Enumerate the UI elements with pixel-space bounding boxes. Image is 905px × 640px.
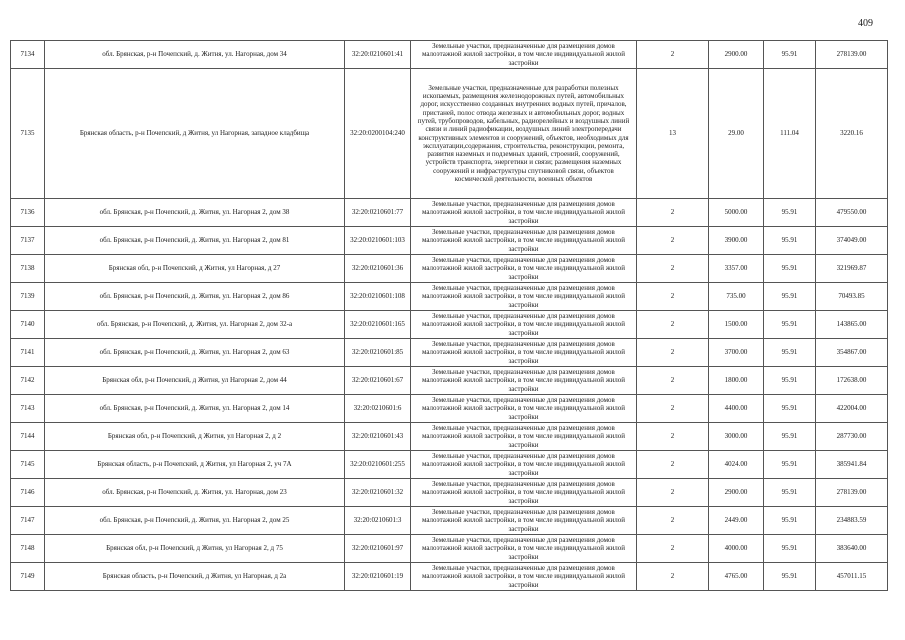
land-use-description: Земельные участки, предназначенные для размещения домов малоэтажной жилой застройки, в том числе индивидуальной жилой застройки xyxy=(411,451,637,479)
cadastral-value: 321969.87 xyxy=(816,255,888,283)
area-value: 735.00 xyxy=(709,283,764,311)
address-cell: Брянская область, р-н Почепский, д Житня, ул Нагорная 2, уч 7А xyxy=(45,451,345,479)
area-value: 4024.00 xyxy=(709,451,764,479)
specific-value: 95.91 xyxy=(764,423,816,451)
table-row xyxy=(11,507,888,535)
specific-value: 95.91 xyxy=(764,311,816,339)
area-value: 4765.00 xyxy=(709,563,764,591)
area-value: 3000.00 xyxy=(709,423,764,451)
table-row xyxy=(11,423,888,451)
group-number: 2 xyxy=(637,255,709,283)
specific-value: 95.91 xyxy=(764,507,816,535)
specific-value: 95.91 xyxy=(764,395,816,423)
cadastral-number: 32:20:0210601:6 xyxy=(345,395,411,423)
land-use-description: Земельные участки, предназначенные для размещения домов малоэтажной жилой застройки, в том числе индивидуальной жилой застройки xyxy=(411,479,637,507)
record-number: 7143 xyxy=(11,395,45,423)
cadastral-number: 32:20:0210601:67 xyxy=(345,367,411,395)
group-number: 2 xyxy=(637,563,709,591)
cadastral-value: 3220.16 xyxy=(816,69,888,199)
specific-value: 95.91 xyxy=(764,41,816,69)
address-cell: Брянская обл, р-н Почепский, д Житня, ул Нагорная 2, дом 44 xyxy=(45,367,345,395)
specific-value: 95.91 xyxy=(764,283,816,311)
address-cell: обл. Брянская, р-н Почепский, д. Житня, ул. Нагорная 2, дом 63 xyxy=(45,339,345,367)
area-value: 29.00 xyxy=(709,69,764,199)
cadastral-value: 374049.00 xyxy=(816,227,888,255)
cadastral-number: 32:20:0210601:97 xyxy=(345,535,411,563)
group-number: 2 xyxy=(637,283,709,311)
land-use-description: Земельные участки, предназначенные для размещения домов малоэтажной жилой застройки, в том числе индивидуальной жилой застройки xyxy=(411,367,637,395)
record-number: 7149 xyxy=(11,563,45,591)
land-use-description: Земельные участки, предназначенные для размещения домов малоэтажной жилой застройки, в том числе индивидуальной жилой застройки xyxy=(411,227,637,255)
address-cell: обл. Брянская, р-н Почепский, д. Житня, ул. Нагорная 2, дом 81 xyxy=(45,227,345,255)
record-number: 7144 xyxy=(11,423,45,451)
land-use-description: Земельные участки, предназначенные для размещения домов малоэтажной жилой застройки, в том числе индивидуальной жилой застройки xyxy=(411,41,637,69)
specific-value: 95.91 xyxy=(764,227,816,255)
table-row xyxy=(11,199,888,227)
record-number: 7135 xyxy=(11,69,45,199)
land-use-description: Земельные участки, предназначенные для размещения домов малоэтажной жилой застройки, в том числе индивидуальной жилой застройки xyxy=(411,395,637,423)
table-row xyxy=(11,227,888,255)
land-use-description: Земельные участки, предназначенные для размещения домов малоэтажной жилой застройки, в том числе индивидуальной жилой застройки xyxy=(411,255,637,283)
specific-value: 95.91 xyxy=(764,339,816,367)
cadastral-number: 32:20:0210601:36 xyxy=(345,255,411,283)
land-use-description: Земельные участки, предназначенные для размещения домов малоэтажной жилой застройки, в том числе индивидуальной жилой застройки xyxy=(411,283,637,311)
record-number: 7147 xyxy=(11,507,45,535)
address-cell: Брянская область, р-н Почепский, д Житня, ул Нагорная, западное кладбища xyxy=(45,69,345,199)
cadastral-value: 383640.00 xyxy=(816,535,888,563)
area-value: 3900.00 xyxy=(709,227,764,255)
cadastral-value: 287730.00 xyxy=(816,423,888,451)
specific-value: 95.91 xyxy=(764,255,816,283)
table-row xyxy=(11,367,888,395)
record-number: 7134 xyxy=(11,41,45,69)
cadastral-number: 32:20:0210601:3 xyxy=(345,507,411,535)
area-value: 2900.00 xyxy=(709,479,764,507)
land-use-description: Земельные участки, предназначенные для размещения домов малоэтажной жилой застройки, в том числе индивидуальной жилой застройки xyxy=(411,563,637,591)
address-cell: обл. Брянская, р-н Почепский, д. Житня, ул. Нагорная 2, дом 14 xyxy=(45,395,345,423)
table-row xyxy=(11,339,888,367)
group-number: 2 xyxy=(637,311,709,339)
land-use-description: Земельные участки, предназначенные для размещения домов малоэтажной жилой застройки, в том числе индивидуальной жилой застройки xyxy=(411,535,637,563)
group-number: 2 xyxy=(637,479,709,507)
table-row xyxy=(11,563,888,591)
cadastral-value: 457011.15 xyxy=(816,563,888,591)
group-number: 2 xyxy=(637,451,709,479)
area-value: 1800.00 xyxy=(709,367,764,395)
record-number: 7145 xyxy=(11,451,45,479)
record-number: 7136 xyxy=(11,199,45,227)
address-cell: Брянская обл, р-н Почепский, д Житня, ул Нагорная 2, д 75 xyxy=(45,535,345,563)
cadastral-value: 234883.59 xyxy=(816,507,888,535)
group-number: 2 xyxy=(637,367,709,395)
cadastral-value: 278139.00 xyxy=(816,479,888,507)
table-row xyxy=(11,255,888,283)
record-number: 7137 xyxy=(11,227,45,255)
area-value: 5000.00 xyxy=(709,199,764,227)
table-row xyxy=(11,311,888,339)
cadastral-value: 354867.00 xyxy=(816,339,888,367)
group-number: 2 xyxy=(637,423,709,451)
address-cell: обл. Брянская, р-н Почепский, д. Житня, ул. Нагорная, дом 23 xyxy=(45,479,345,507)
cadastral-number: 32:20:0200104:240 xyxy=(345,69,411,199)
area-value: 3357.00 xyxy=(709,255,764,283)
cadastral-number: 32:20:0210601:77 xyxy=(345,199,411,227)
address-cell: обл. Брянская, р-н Почепский, д. Житня, ул. Нагорная 2, дом 25 xyxy=(45,507,345,535)
cadastral-value: 479550.00 xyxy=(816,199,888,227)
group-number: 13 xyxy=(637,69,709,199)
record-number: 7139 xyxy=(11,283,45,311)
group-number: 2 xyxy=(637,339,709,367)
area-value: 2900.00 xyxy=(709,41,764,69)
specific-value: 111.04 xyxy=(764,69,816,199)
record-number: 7140 xyxy=(11,311,45,339)
land-use-description: Земельные участки, предназначенные для размещения домов малоэтажной жилой застройки, в том числе индивидуальной жилой застройки xyxy=(411,423,637,451)
cadastral-number: 32:20:0210601:43 xyxy=(345,423,411,451)
address-cell: обл. Брянская, р-н Почепский, д. Житня, ул. Нагорная 2, дом 32-а xyxy=(45,311,345,339)
table-row xyxy=(11,479,888,507)
group-number: 2 xyxy=(637,535,709,563)
cadastral-value: 70493.85 xyxy=(816,283,888,311)
cadastral-number: 32:20:0210601:32 xyxy=(345,479,411,507)
cadastral-value: 143865.00 xyxy=(816,311,888,339)
land-register-table xyxy=(10,40,888,591)
table-row xyxy=(11,69,888,199)
cadastral-value: 278139.00 xyxy=(816,41,888,69)
cadastral-number: 32:20:0210601:255 xyxy=(345,451,411,479)
address-cell: обл. Брянская, р-н Почепский, д. Житня, ул. Нагорная 2, дом 86 xyxy=(45,283,345,311)
cadastral-number: 32:20:0210601:108 xyxy=(345,283,411,311)
page-number: 409 xyxy=(858,18,873,29)
group-number: 2 xyxy=(637,395,709,423)
cadastral-number: 32:20:0210601:41 xyxy=(345,41,411,69)
record-number: 7142 xyxy=(11,367,45,395)
cadastral-number: 32:20:0210601:85 xyxy=(345,339,411,367)
area-value: 2449.00 xyxy=(709,507,764,535)
area-value: 1500.00 xyxy=(709,311,764,339)
group-number: 2 xyxy=(637,227,709,255)
specific-value: 95.91 xyxy=(764,535,816,563)
group-number: 2 xyxy=(637,199,709,227)
area-value: 4400.00 xyxy=(709,395,764,423)
land-use-description: Земельные участки, предназначенные для размещения домов малоэтажной жилой застройки, в том числе индивидуальной жилой застройки xyxy=(411,311,637,339)
cadastral-value: 172638.00 xyxy=(816,367,888,395)
land-use-description: Земельные участки, предназначенные для размещения домов малоэтажной жилой застройки, в том числе индивидуальной жилой застройки xyxy=(411,199,637,227)
cadastral-number: 32:20:0210601:19 xyxy=(345,563,411,591)
record-number: 7146 xyxy=(11,479,45,507)
address-cell: Брянская обл, р-н Почепский, д Житня, ул Нагорная, д 27 xyxy=(45,255,345,283)
land-use-description: Земельные участки, предназначенные для разработки полезных ископаемых, размещения железнодорожных путей, автомобильных дорог, искусственно созданных внутренних водных путей, причалов, пристаней, полос отвода железных и автомобильных дорог, водных путей, трубопроводов, кабельных, радиорелейных и воздушных линий связи и линий радиофикации, воздушных линий электропередачи конструктивных элементов и сооружений, объектов, необходимых для эксплуатации,содержания, строительства, реконструкции, ремонта, развития наземных и подземных зданий, строений, сооружений, устройств транспорта, энергетики и связи; размещения наземных сооружений и инфраструктуры спутниковой связи, объектов космической деятельности, военных объектов xyxy=(411,69,637,199)
area-value: 4000.00 xyxy=(709,535,764,563)
address-cell: обл. Брянская, р-н Почепский, д. Житня, ул. Нагорная 2, дом 38 xyxy=(45,199,345,227)
area-value: 3700.00 xyxy=(709,339,764,367)
specific-value: 95.91 xyxy=(764,451,816,479)
register-body xyxy=(11,41,888,591)
cadastral-number: 32:20:0210601:165 xyxy=(345,311,411,339)
land-use-description: Земельные участки, предназначенные для размещения домов малоэтажной жилой застройки, в том числе индивидуальной жилой застройки xyxy=(411,339,637,367)
cadastral-value: 385941.84 xyxy=(816,451,888,479)
table-row xyxy=(11,41,888,69)
group-number: 2 xyxy=(637,41,709,69)
address-cell: Брянская обл, р-н Почепский, д Житня, ул Нагорная 2, д 2 xyxy=(45,423,345,451)
specific-value: 95.91 xyxy=(764,367,816,395)
record-number: 7141 xyxy=(11,339,45,367)
table-row xyxy=(11,283,888,311)
specific-value: 95.91 xyxy=(764,479,816,507)
specific-value: 95.91 xyxy=(764,563,816,591)
cadastral-value: 422004.00 xyxy=(816,395,888,423)
record-number: 7148 xyxy=(11,535,45,563)
record-number: 7138 xyxy=(11,255,45,283)
group-number: 2 xyxy=(637,507,709,535)
cadastral-number: 32:20:0210601:103 xyxy=(345,227,411,255)
land-use-description: Земельные участки, предназначенные для размещения домов малоэтажной жилой застройки, в том числе индивидуальной жилой застройки xyxy=(411,507,637,535)
specific-value: 95.91 xyxy=(764,199,816,227)
table-row xyxy=(11,535,888,563)
table-row xyxy=(11,451,888,479)
address-cell: обл. Брянская, р-н Почепский, д. Житня, ул. Нагорная, дом 34 xyxy=(45,41,345,69)
address-cell: Брянская область, р-н Почепский, д Житня, ул Нагорная, д 2а xyxy=(45,563,345,591)
table-row xyxy=(11,395,888,423)
